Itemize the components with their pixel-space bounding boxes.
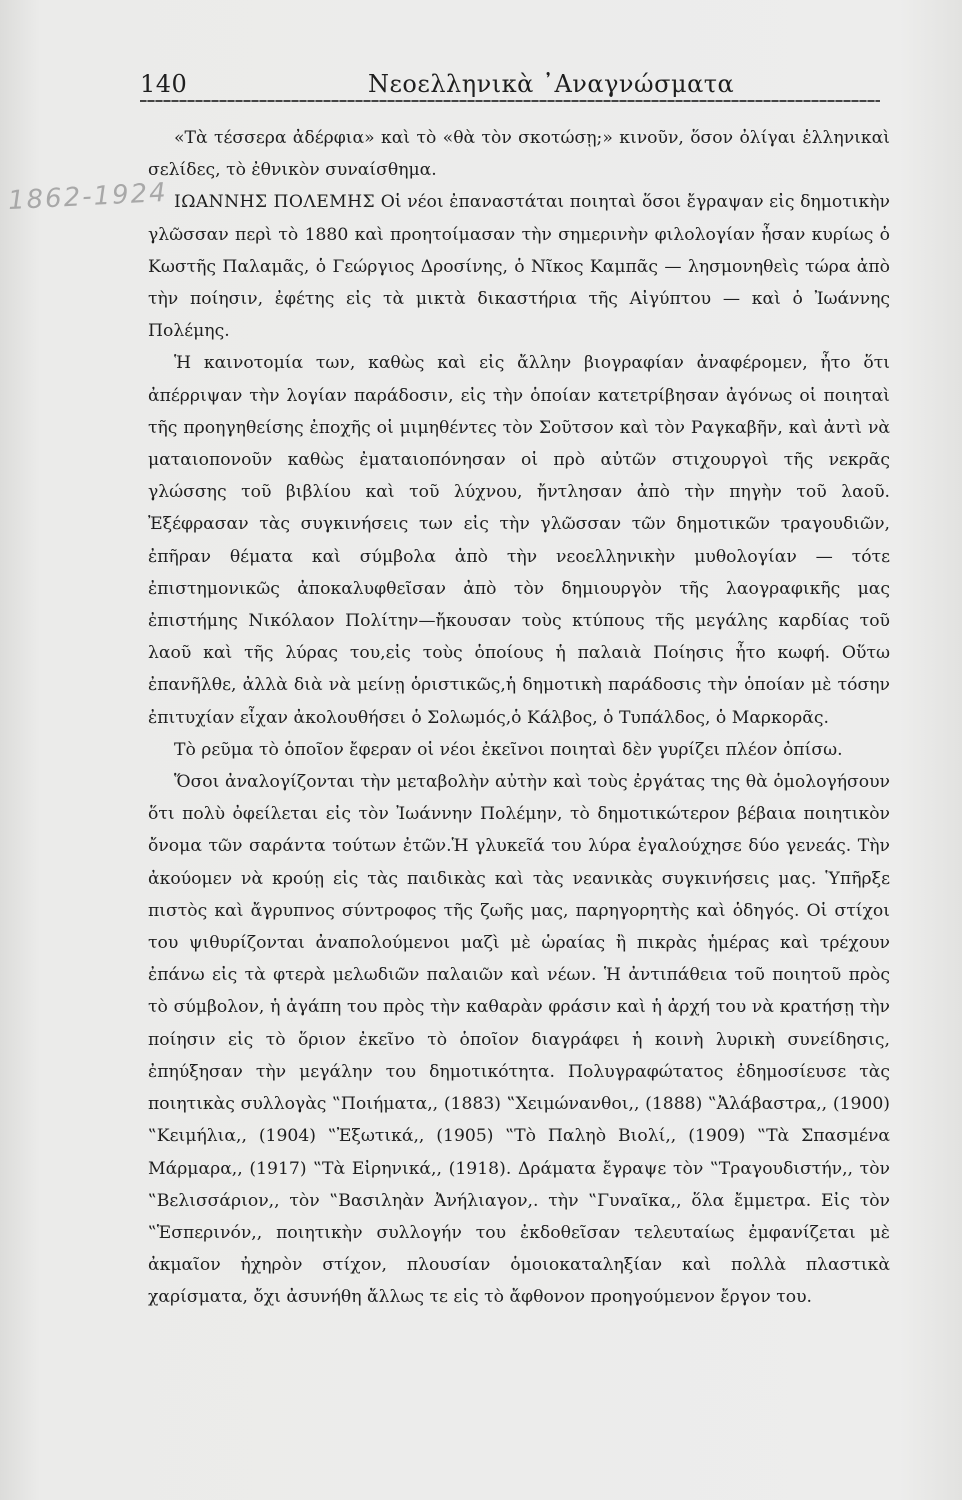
paragraph-opening: «Τὰ τέσσερα ἀδέρφια» καὶ τὸ «θὰ τὸν σκοτώσῃ;» κινοῦν, ὅσον ὀλίγαι ἑλληνικαὶ σελίδες, τὸ ἐθνικὸν συναίσθημα. — [148, 128, 890, 181]
paragraph-current: Τὸ ρεῦμα τὸ ὁποῖον ἔφεραν οἱ νέοι ἐκεῖνοι ποιηταὶ δὲν γυρίζει πλέον ὀπίσω. — [174, 739, 843, 760]
author-intro-text: Οἱ νέοι ἐπαναστάται ποιηταὶ ὅσοι ἔγραψαν εἰς δημοτικὴν γλῶσσαν περὶ τὸ 1880 καὶ προητοίμασαν τὴν σημερινὴν φιλολογίαν ἦσαν κυρίως ὁ Κωστῆς Παλαμᾶς, ὁ Γεώργιος Δροσίνης, ὁ Νῖκος Καμπᾶς — λησμονηθεὶς τώρα ἀπὸ τὴν ποίησιν, ἐφέτης εἰς τὰ μικτὰ δικαστήρια τῆς Αἰγύπτου — καὶ ὁ Ἰωάννης Πολέμης. — [148, 192, 890, 342]
author-name: ΙΩΑΝΝΗΣ ΠΟΛΕΜΗΣ — [174, 192, 376, 213]
running-title: Νεοελληνικὰ ᾿Αναγνώσματα — [368, 70, 735, 98]
handwritten-margin-note: 1862-1924 — [7, 177, 169, 217]
paragraph-innovation: Ἡ καινοτομία των, καθὼς καὶ εἰς ἄλλην βιογραφίαν ἀναφέρομεν, ἦτο ὅτι ἀπέρριψαν τὴν λογίαν παράδοσιν, εἰς τὴν ὁποίαν κατετρίβησαν ἀγόνως οἱ ποιηταὶ τῆς προηγηθείσης ἐποχῆς οἱ μιμηθέντες τὸν Σοῦτσον καὶ τὸν Ραγκαβῆν, καὶ ἀντὶ νὰ ματαιοπονοῦν καθὼς ἐματαιοπόνησαν οἱ πρὸ αὐτῶν στιχουργοὶ τῆς νεκρᾶς γλώσσης τοῦ βιβλίου καὶ τοῦ λύχνου, ἤντλησαν ἀπὸ τὴν πηγὴν τοῦ λαοῦ. Ἐξέφρασαν τὰς συγκινήσεις των εἰς τὴν γλῶσσαν τῶν δημοτικῶν τραγουδιῶν, ἐπῆραν θέματα καὶ σύμβολα ἀπὸ τὴν νεοελληνικὴν μυθολογίαν — τότε ἐπιστημονικῶς ἀποκαλυφθεῖσαν ἀπὸ τὸν δημιουργὸν τῆς λαογραφικῆς μας ἐπιστήμης Νικόλαον Πολίτην—ἤκουσαν τοὺς κτύπους τῆς μεγάλης καρδίας τοῦ λαοῦ καὶ τῆς λύρας του,εἰς τοὺς ὁποίους ἡ παλαιὰ Ποίησις ἦτο κωφή. Οὕτω ἐπανῆλθε, ἀλλὰ διὰ νὰ μείνῃ ὁριστικῶς,ἡ δημοτικὴ παράδοσις τὴν ὁποίαν μὲ τόσην ἐπιτυχίαν εἶχαν ἀκολουθήσει ὁ Σολωμός,ὁ Κάλβος, ὁ Τυπάλδος, ὁ Μαρκορᾶς. — [148, 353, 890, 728]
paragraph-author-intro — [148, 186, 890, 347]
page-number: 140 — [140, 70, 188, 98]
page-header — [140, 62, 900, 102]
main-text — [148, 122, 890, 1314]
paragraph-works: Ὅσοι ἀναλογίζονται τὴν μεταβολὴν αὐτὴν καὶ τοὺς ἐργάτας της θὰ ὁμολογήσουν ὅτι πολὺ ὀφείλεται εἰς τὸν Ἰωάννην Πολέμην, τὸ δημοτικώτερον βέβαια ποιητικὸν ὄνομα τῶν σαράντα τούτων ἐτῶν.Ἡ γλυκεῖά του λύρα ἐγαλούχησε δύο γενεάς. Τὴν ἀκούομεν νὰ κρούῃ εἰς τὰς παιδικὰς καὶ τὰς νεανικὰς συγκινήσεις μας. Ὑπῆρξε πιστὸς καὶ ἄγρυπνος σύντροφος τῆς ζωῆς μας, παρηγορητὴς καὶ ὁδηγός. Οἱ στίχοι του ψιθυρίζονται ἀναπολούμενοι μαζὶ μὲ ὡραίας ἢ πικρὰς ἡμέρας καὶ τρέχουν ἐπάνω εἰς τὰ φτερὰ μελωδιῶν παλαιῶν καὶ νέων. Ἡ ἀντιπάθεια τοῦ ποιητοῦ πρὸς τὸ σύμβολον, ἡ ἀγάπη του πρὸς τὴν καθαρὰν φράσιν καὶ ἡ ἀρχή του νὰ κρατήσῃ τὴν ποίησιν εἰς τὸ ὅριον ἐκεῖνο τὸ ὁποῖον διαγράφει ἡ κοινὴ λυρικὴ συνείδησις, ἐπηύξησαν τὴν μεγάλην του δημοτικότητα. Πολυγραφώτατος ἐδημοσίευσε τὰς ποιητικὰς συλλογὰς ‟Ποιήματα,, (1883) ‟Χειμώνανθοι,, (1888) ‟Ἀλάβαστρα,, (1900) ‟Κειμήλια,, (1904) ‟Ἐξωτικά,, (1905) ‟Τὸ Παληὸ Βιολί,, (1909) ‟Τὰ Σπασμένα Μάρμαρα,, (1917) ‟Τὰ Εἰρηνικά,, (1918). Δράματα ἔγραψε τὸν ‟Τραγουδιστήν,, τὸν ‟Βελισσάριον,, τὸν ‟Βασιληὰν Ἀνήλιαγον,. τὴν ‟Γυναῖκα,, ὅλα ἔμμετρα. Εἰς τὸν ‟Ἑσπερινόν,, ποιητικὴν συλλογήν του ἐκδοθεῖσαν τελευταίως ἐμφανίζεται μὲ ἀκμαῖον ἠχηρὸν στίχον, πλουσίαν ὁμοιοκαταληξίαν καὶ πολλὰ πλαστικὰ χαρίσματα, ὄχι ἀσυνήθη ἄλλως τε εἰς τὸ ἄφθονον προηγούμενον ἔργον του. — [148, 772, 890, 1308]
header-rule — [140, 100, 880, 102]
